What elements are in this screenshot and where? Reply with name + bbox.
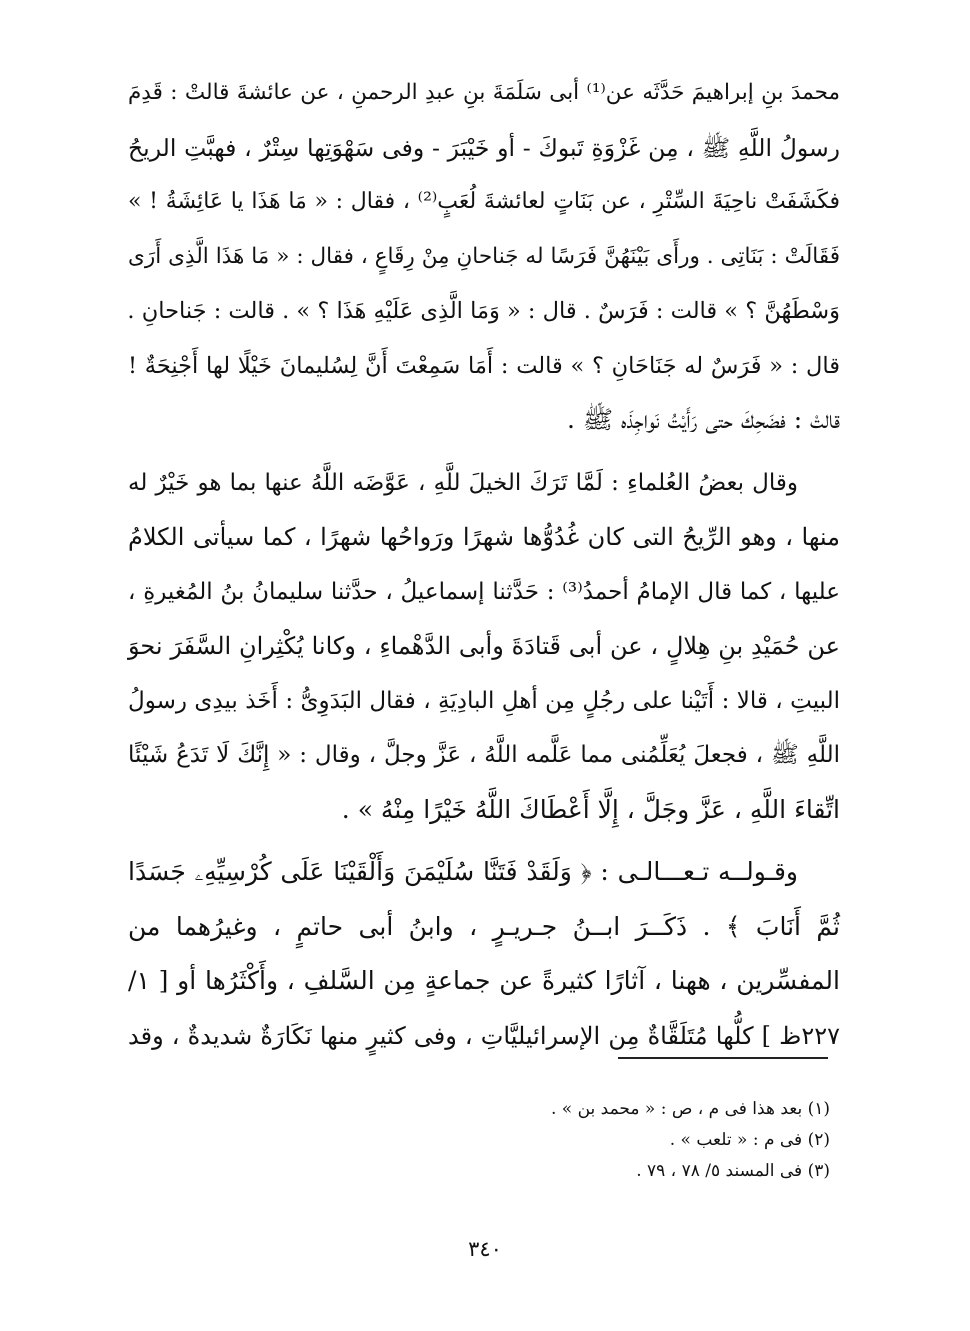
text-line: عن حُمَيْدِ بنِ هِلالٍ ، عن أبى قَتادَةَ وأبى الدَّهْماءِ ، وكانا يُكْثِرانِ السَّفَرَ نحوَ	[128, 632, 840, 660]
footnote-2: (٢) فى م : « تلعب » .	[669, 1130, 830, 1150]
text-line: فَقَالَتْ : بَنَاتِى . ورأَى بَيْنَهُنَّ فَرَسًا له جَناحانِ مِنْ رِقَاعٍ ، فقال : « مَا هَذَا الَّذِى أَرَى	[128, 243, 840, 269]
text-line: البيتِ ، قالا : أَتَيْنا على رجُلٍ مِن أهلِ البادِيَةِ ، فقال البَدَوِىُّ : أَخَذ بيدِى رسولُ	[128, 687, 840, 714]
paragraph-1	[128, 66, 840, 448]
paragraph-3	[128, 845, 840, 1063]
text-line: اتِّقاءَ اللَّهِ ، عَزَّ وجَلَّ ، إِلَّا أَعْطَاكَ اللَّهُ خَيْرًا مِنْهُ » .	[341, 794, 840, 824]
text-line: منها ، وهو الرِّيحُ التى كان غُدُوُّها شهرًا ورَواحُها شهرًا ، كما سيأتى الكلامُ	[128, 523, 840, 551]
text-line: المفسِّرين ، ههنا ، آثارًا كثيرةً عن جماعةٍ مِن السَّلفِ ، وأَكْثَرُها أو [ ١/	[128, 966, 840, 995]
page-number: ٣٤٠	[468, 1237, 502, 1261]
text-line: ٢٢٧ظ ] كلُّها مُتَلَقَّاةٌ مِن الإسرائيليَّاتِ ، وفى كثيرٍ منها نَكَارَةٌ شديدةٌ ، وقد	[128, 1021, 840, 1050]
text-line: رسولُ اللَّهِ ﷺ ، مِن غَزْوَةِ تَبوكَ - أو خَيْبَرَ - وفى سَهْوَتِها سِتْرٌ ، فهبَّتِ الريحُ	[128, 133, 840, 162]
text-line: وقـولــه تـعـــالـى : ﴿ وَلَقَدْ فَتَنَّا سُلَيْمَنَ وَأَلْقَيْنَا عَلَى كُرْسِيِّهِۦ جَسَدًا	[128, 857, 798, 886]
paragraph-2	[128, 456, 840, 838]
text-line: وقال بعضُ العُلماءِ : لَمَّا تَرَكَ الخيلَ للَّهِ ، عَوَّضَه اللَّهُ عنها بما هو خَيْرٌ له	[128, 469, 798, 496]
text-line: وَسْطَهُنَّ ؟ » قالت : فَرَسٌ . قال : « وَمَا الَّذِى عَلَيْهِ هَذَا ؟ » . قالت : جَناحانِ .	[127, 298, 840, 324]
text-line: عليها ، كما قال الإمامُ أحمدُ⁽³⁾ : حَدَّثنا إسماعيلُ ، حدَّثنا سليمانُ بنُ المُغيرةِ ،	[128, 578, 840, 605]
text-line: محمدَ بنِ إبراهيمَ حَدَّثَه عن⁽¹⁾ أبى سَلَمَةَ بنِ عبدِ الرحمنِ ، عن عائشةَ قالتْ : قَدِمَ	[128, 80, 840, 105]
text-line: فكَشَفَتْ ناحِيَةَ السِّتْرِ ، عن بَنَاتٍ لعائشةَ لُعَبٍ⁽²⁾ ، فقال : « مَا هَذَا يا عَائِشَةُ ! »	[128, 189, 840, 214]
footnotes	[128, 1094, 830, 1187]
footnote-1: (١) بعد هذا فى م ، ص : « محمد بن » .	[550, 1099, 830, 1119]
text-line: قالتْ : فضَحِكَ حتى رَأَيْتُ نَواجِذَه ﷺ .	[567, 405, 840, 434]
text-line: قال : « فَرَسٌ له جَنَاحَانِ ؟ » قالت : أَمَا سَمِعْتَ أَنَّ لِسُليمانَ خَيْلًا لها أَجْنِحَةٌ !	[128, 352, 840, 379]
text-line: ثُمَّ أَنَابَ ﴾ . ذَكَــرَ ابــنُ جـريـرٍ ، وابنُ أبى حاتمٍ ، وغيرُهما من	[128, 911, 840, 941]
main-text	[128, 66, 840, 1063]
footnote-divider	[618, 1057, 828, 1059]
text-line: اللَّهِ ﷺ ، فجعلَ يُعَلِّمُنى مما عَلَّمه اللَّهُ ، عَزَّ وجلَّ ، وقال : « إِنَّكَ لَا تَدَعُ شَيْئًا	[128, 742, 840, 768]
footnote-3: (٣) فى المسند ٥/ ٧٨ ، ٧٩ .	[636, 1161, 830, 1181]
